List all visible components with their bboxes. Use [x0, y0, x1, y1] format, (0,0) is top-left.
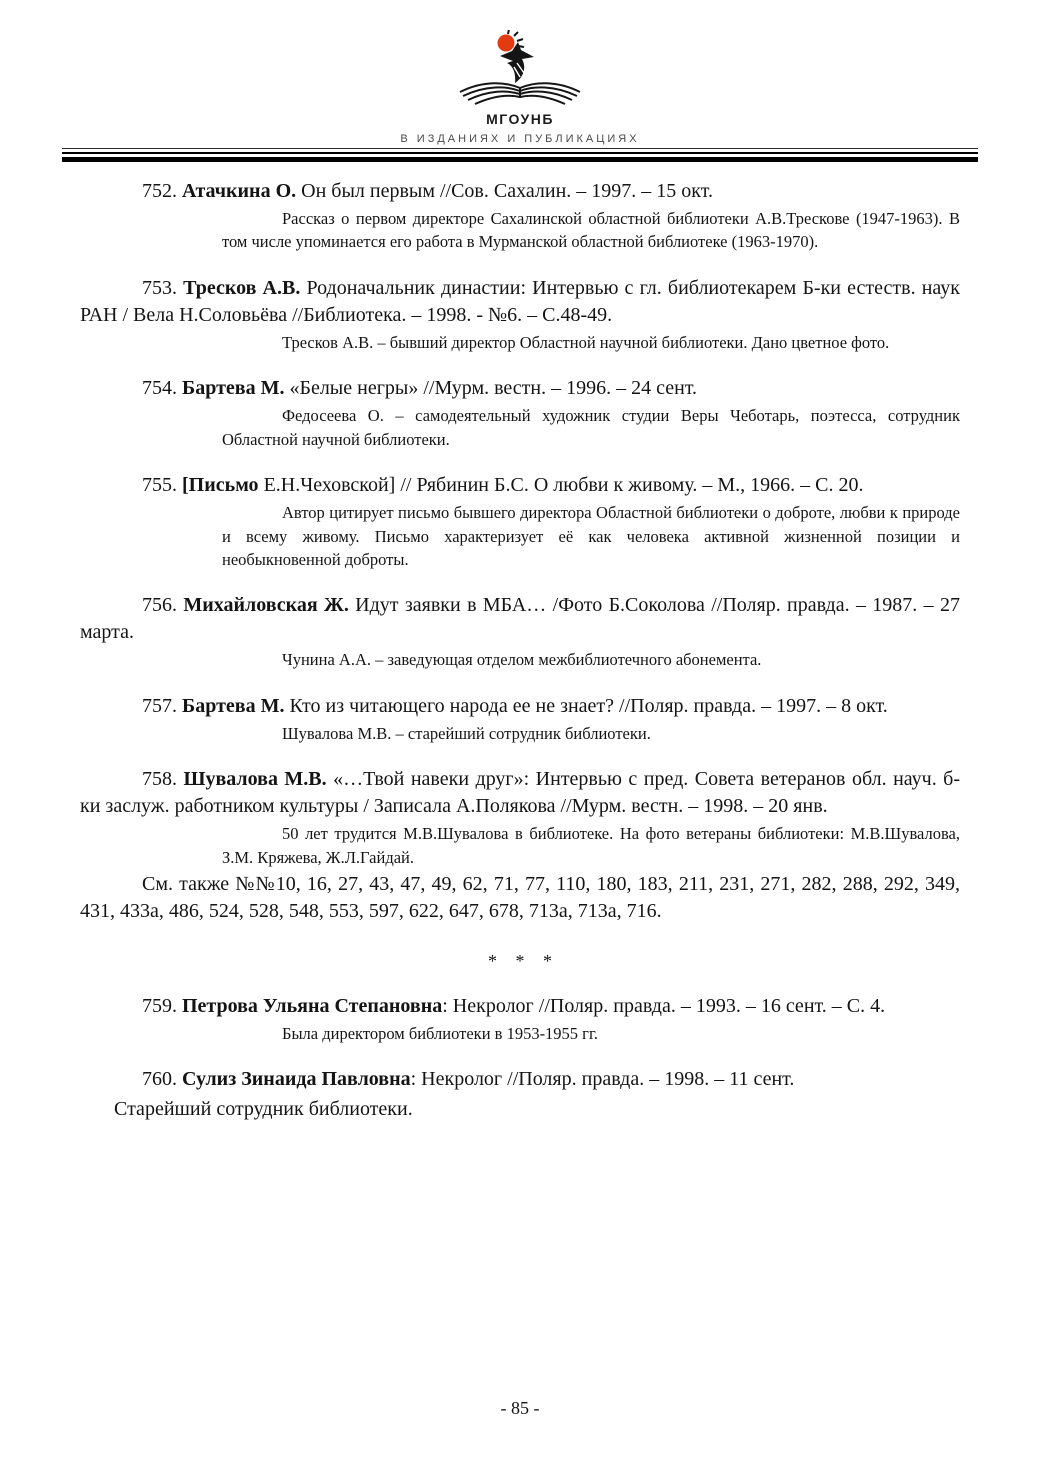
- citation: [80, 1066, 960, 1093]
- entry-title: «Белые негры» //Мурм. вестн. – 1996. – 24 сент.: [284, 377, 698, 400]
- entry-number: 754.: [142, 377, 182, 400]
- entry-annotation: 50 лет трудится М.В.Шувалова в библиотеке. На фото ветераны библиотеки: М.В.Шувалова, З.М. Кряжева, Ж.Л.Гайдай.: [222, 824, 960, 867]
- entry-annotation: Автор цитирует письмо бывшего директора Областной библиотеки о доброте, любви к природе и всему живому. Письмо характеризует её как человека активной жизненной позиции и необыкновенной доброты.: [222, 503, 960, 569]
- entry-number: 755.: [142, 474, 182, 497]
- entry-title: : Некролог //Поляр. правда. – 1993. – 16 сент. – С. 4.: [442, 995, 886, 1018]
- entry-annotation: Была директором библиотеки в 1953-1955 гг.: [282, 1024, 598, 1044]
- bib-entry-756: [80, 592, 960, 671]
- entry-number: 753.: [142, 276, 184, 299]
- entry-author: Петрова Ульяна Степановна: [182, 995, 443, 1018]
- entry-number: 760.: [142, 1068, 182, 1091]
- bib-entry-754: [80, 375, 960, 451]
- logo-acronym: МГОУНБ: [486, 111, 554, 127]
- bib-entry-757: [80, 693, 960, 745]
- entry-annotation: Федосеева О. – самодеятельный художник студии Веры Чеботарь, поэтесса, сотрудник Областной научной библиотеки.: [222, 406, 960, 449]
- see-also-note: См. также №№10, 16, 27, 43, 47, 49, 62, 71, 77, 110, 180, 183, 211, 231, 271, 282, 288, 292, 349, 431, 433а, 486, 524, 528, 548, 553, 597, 622, 647, 678, 713а, 713а, 716.: [80, 873, 960, 923]
- entry-annotation: Чунина А.А. – заведующая отделом межбиблиотечного абонемента.: [282, 650, 762, 670]
- citation: [80, 993, 960, 1020]
- entry-number: 758.: [142, 768, 184, 791]
- page-number: - 85 -: [500, 1398, 540, 1418]
- entry-title: «…Твой навеки друг»: Интервью с пред. Совета ветеранов обл. науч. б-ки заслуж. работником культуры / Записала А.Полякова //Мурм. вестн. – 1998. – 20 янв.: [80, 768, 961, 818]
- entry-annotation: Шувалова М.В. – старейший сотрудник библиотеки.: [282, 723, 651, 743]
- library-logo-icon: [454, 30, 586, 110]
- bib-entry-759: [80, 993, 960, 1045]
- entry-number: 757.: [142, 694, 182, 717]
- entry-title: : Некролог //Поляр. правда. – 1998. – 11 сент.: [410, 1068, 795, 1091]
- page-header: [0, 0, 1040, 162]
- entry-author: Бартева М.: [182, 694, 285, 717]
- entry-author: Тресков А.В.: [183, 276, 301, 299]
- bib-entry-760: [80, 1066, 960, 1123]
- citation: [80, 178, 960, 205]
- entry-title: Идут заявки в МБА… /Фото Б.Соколова //Поляр. правда. – 1987. – 27 марта.: [80, 594, 961, 644]
- entry-title: Родоначальник династии: Интервью с гл. библиотекарем Б-ки естеств. наук РАН / Вела Н.Соловьёва //Библиотека. – 1998. - №6. – С.48-49.: [80, 276, 961, 326]
- entry-title: Е.Н.Чеховской] // Рябинин Б.С. О любви к живому. – М., 1966. – С. 20.: [258, 474, 864, 497]
- entry-author: Сулиз Зинаида Павловна: [182, 1068, 411, 1091]
- entry-author: Атачкина О.: [182, 180, 297, 202]
- citation: [80, 275, 960, 329]
- entry-number: 756.: [142, 594, 184, 617]
- entry-number: 759.: [142, 995, 182, 1018]
- header-divider: [62, 152, 978, 162]
- citation: [80, 592, 960, 646]
- logo-tagline-row: [62, 129, 978, 149]
- entry-annotation: Тресков А.В. – бывший директор Областной научной библиотеки. Дано цветное фото.: [282, 332, 890, 352]
- bib-entry-752: [80, 178, 960, 254]
- logo-tagline: В ИЗДАНИЯХ И ПУБЛИКАЦИЯХ: [400, 133, 640, 145]
- entry-number: 752.: [142, 180, 182, 202]
- bib-entry-758: [80, 766, 960, 925]
- entry-title: Он был первым //Сов. Сахалин. – 1997. – 15 окт.: [296, 180, 713, 202]
- entry-author: Бартева М.: [182, 377, 285, 400]
- entry-annotation: Рассказ о первом директоре Сахалинской областной библиотеки А.В.Трескове (1947-1963). В том числе упоминается его работа в Мурманской областной библиотеке (1963-1970).: [222, 209, 960, 252]
- entry-author: [Письмо: [182, 474, 259, 497]
- citation: [80, 472, 960, 499]
- entry-title: Кто из читающего народа ее не знает? //Поляр. правда. – 1997. – 8 окт.: [284, 694, 888, 717]
- citation: [80, 766, 960, 820]
- citation: [80, 375, 960, 402]
- entry-author: Михайловская Ж.: [183, 594, 349, 617]
- section-separator: * * *: [488, 951, 559, 972]
- bib-entry-755: [80, 472, 960, 571]
- entry-author: Шувалова М.В.: [183, 768, 327, 791]
- bib-entry-753: [80, 275, 960, 354]
- bibliography-list: [80, 178, 960, 1123]
- entry-note: Старейший сотрудник библиотеки.: [114, 1098, 413, 1121]
- citation: [80, 693, 960, 720]
